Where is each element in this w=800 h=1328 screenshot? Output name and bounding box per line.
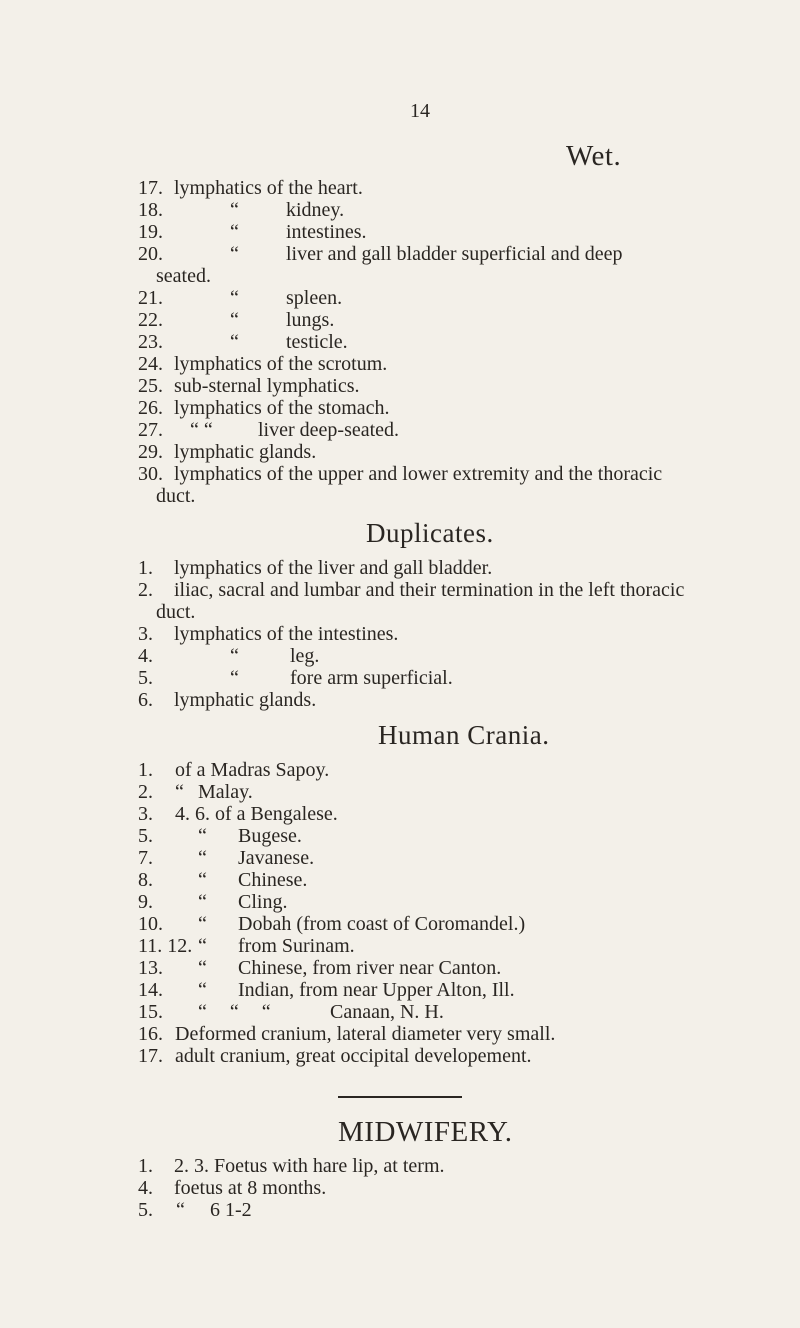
item-text: Indian, from near Upper Alton, Ill. bbox=[238, 979, 515, 1001]
item-number: 22. bbox=[138, 309, 163, 331]
item-text: of a Madras Sapoy. bbox=[175, 759, 330, 781]
ditto-mark: “ bbox=[230, 221, 239, 243]
item-number: 25. bbox=[138, 375, 163, 397]
item-number: 8. bbox=[138, 869, 153, 891]
ditto-mark: “ “ bbox=[190, 419, 213, 441]
ditto-mark: “ bbox=[176, 1199, 185, 1221]
page-number: 14 bbox=[410, 100, 430, 122]
item-number: 3. bbox=[138, 803, 153, 825]
item-text: Cling. bbox=[238, 891, 288, 913]
item-text: lymphatics of the heart. bbox=[174, 177, 363, 199]
ditto-mark: “ bbox=[198, 825, 207, 847]
item-number: 9. bbox=[138, 891, 153, 913]
ditto-mark: “ bbox=[230, 199, 239, 221]
section-divider bbox=[338, 1096, 462, 1098]
item-text: intestines. bbox=[286, 221, 367, 243]
item-number: 26. bbox=[138, 397, 163, 419]
item-number: 5. bbox=[138, 825, 153, 847]
item-text: Chinese. bbox=[238, 869, 308, 891]
item-text: iliac, sacral and lumbar and their termination in the left thoracic bbox=[174, 579, 685, 601]
item-number: 1. bbox=[138, 557, 153, 579]
item-text: spleen. bbox=[286, 287, 343, 309]
item-number: 29. bbox=[138, 441, 163, 463]
ditto-mark: “ bbox=[230, 287, 239, 309]
item-number: 1. bbox=[138, 1155, 153, 1177]
ditto-mark: “ bbox=[230, 309, 239, 331]
section-title-midwifery: MIDWIFERY. bbox=[338, 1116, 513, 1148]
ditto-mark: “ bbox=[198, 957, 207, 979]
item-text: lymphatic glands. bbox=[174, 441, 317, 463]
ditto-mark: “ bbox=[198, 847, 207, 869]
item-number: 15. bbox=[138, 1001, 163, 1023]
ditto-mark: “ bbox=[198, 869, 207, 891]
item-text: Malay. bbox=[198, 781, 253, 803]
item-number: 2. bbox=[138, 781, 153, 803]
item-text: Chinese, from river near Canton. bbox=[238, 957, 502, 979]
item-text: Javanese. bbox=[238, 847, 315, 869]
ditto-mark: “ bbox=[230, 645, 239, 667]
ditto-mark: “ bbox=[198, 891, 207, 913]
item-text: from Surinam. bbox=[238, 935, 355, 957]
ditto-mark: “ bbox=[198, 979, 207, 1001]
ditto-mark: “ bbox=[198, 913, 207, 935]
ditto-mark: “ “ “ bbox=[198, 1001, 271, 1023]
item-number: 20. bbox=[138, 243, 163, 265]
item-text: 4. 6. of a Bengalese. bbox=[175, 803, 338, 825]
item-number: 6. bbox=[138, 689, 153, 711]
item-text: sub-sternal lymphatics. bbox=[174, 375, 360, 397]
ditto-mark: “ bbox=[175, 781, 184, 803]
item-number: 10. bbox=[138, 913, 163, 935]
item-number: 11. 12. bbox=[138, 935, 193, 957]
item-text: testicle. bbox=[286, 331, 348, 353]
item-text: kidney. bbox=[286, 199, 345, 221]
item-number: 3. bbox=[138, 623, 153, 645]
item-text: Canaan, N. H. bbox=[330, 1001, 444, 1023]
item-text: Bugese. bbox=[238, 825, 302, 847]
item-number: 18. bbox=[138, 199, 163, 221]
item-text: 6 1-2 bbox=[210, 1199, 252, 1221]
item-number: 30. bbox=[138, 463, 163, 485]
item-number: 2. bbox=[138, 579, 153, 601]
item-text: lymphatics of the upper and lower extremity and the thoracic bbox=[174, 463, 663, 485]
item-number: 17. bbox=[138, 177, 163, 199]
item-text: lymphatic glands. bbox=[174, 689, 317, 711]
ditto-mark: “ bbox=[230, 243, 239, 265]
item-text: liver and gall bladder superficial and deep bbox=[286, 243, 623, 265]
item-number: 4. bbox=[138, 1177, 153, 1199]
item-text: 2. 3. Foetus with hare lip, at term. bbox=[174, 1155, 445, 1177]
item-number: 1. bbox=[138, 759, 153, 781]
item-number: 14. bbox=[138, 979, 163, 1001]
item-text: lymphatics of the liver and gall bladder. bbox=[174, 557, 493, 579]
ditto-mark: “ bbox=[230, 331, 239, 353]
item-number: 5. bbox=[138, 1199, 153, 1221]
item-text: leg. bbox=[290, 645, 320, 667]
item-number: 13. bbox=[138, 957, 163, 979]
section-title-duplicates: Duplicates. bbox=[366, 518, 494, 548]
item-text: Dobah (from coast of Coromandel.) bbox=[238, 913, 526, 935]
item-text: Deformed cranium, lateral diameter very small. bbox=[175, 1023, 556, 1045]
item-text: duct. bbox=[156, 485, 196, 507]
section-title-wet: Wet. bbox=[566, 140, 622, 172]
item-number: 27. bbox=[138, 419, 163, 441]
item-text: liver deep-seated. bbox=[258, 419, 400, 441]
item-number: 24. bbox=[138, 353, 163, 375]
item-text: seated. bbox=[156, 265, 211, 287]
item-number: 7. bbox=[138, 847, 153, 869]
item-text: lymphatics of the scrotum. bbox=[174, 353, 388, 375]
item-number: 19. bbox=[138, 221, 163, 243]
item-text: fore arm superficial. bbox=[290, 667, 453, 689]
item-number: 21. bbox=[138, 287, 163, 309]
section-title-crania: Human Crania. bbox=[378, 720, 550, 750]
ditto-mark: “ bbox=[230, 667, 239, 689]
item-number: 17. bbox=[138, 1045, 163, 1067]
ditto-mark: “ bbox=[198, 935, 207, 957]
item-number: 23. bbox=[138, 331, 163, 353]
item-text: lymphatics of the intestines. bbox=[174, 623, 399, 645]
item-text: foetus at 8 months. bbox=[174, 1177, 327, 1199]
item-number: 5. bbox=[138, 667, 153, 689]
item-number: 16. bbox=[138, 1023, 163, 1045]
item-number: 4. bbox=[138, 645, 153, 667]
item-text: lungs. bbox=[286, 309, 335, 331]
item-text: adult cranium, great occipital developement. bbox=[175, 1045, 532, 1067]
item-text: lymphatics of the stomach. bbox=[174, 397, 390, 419]
item-text: duct. bbox=[156, 601, 196, 623]
